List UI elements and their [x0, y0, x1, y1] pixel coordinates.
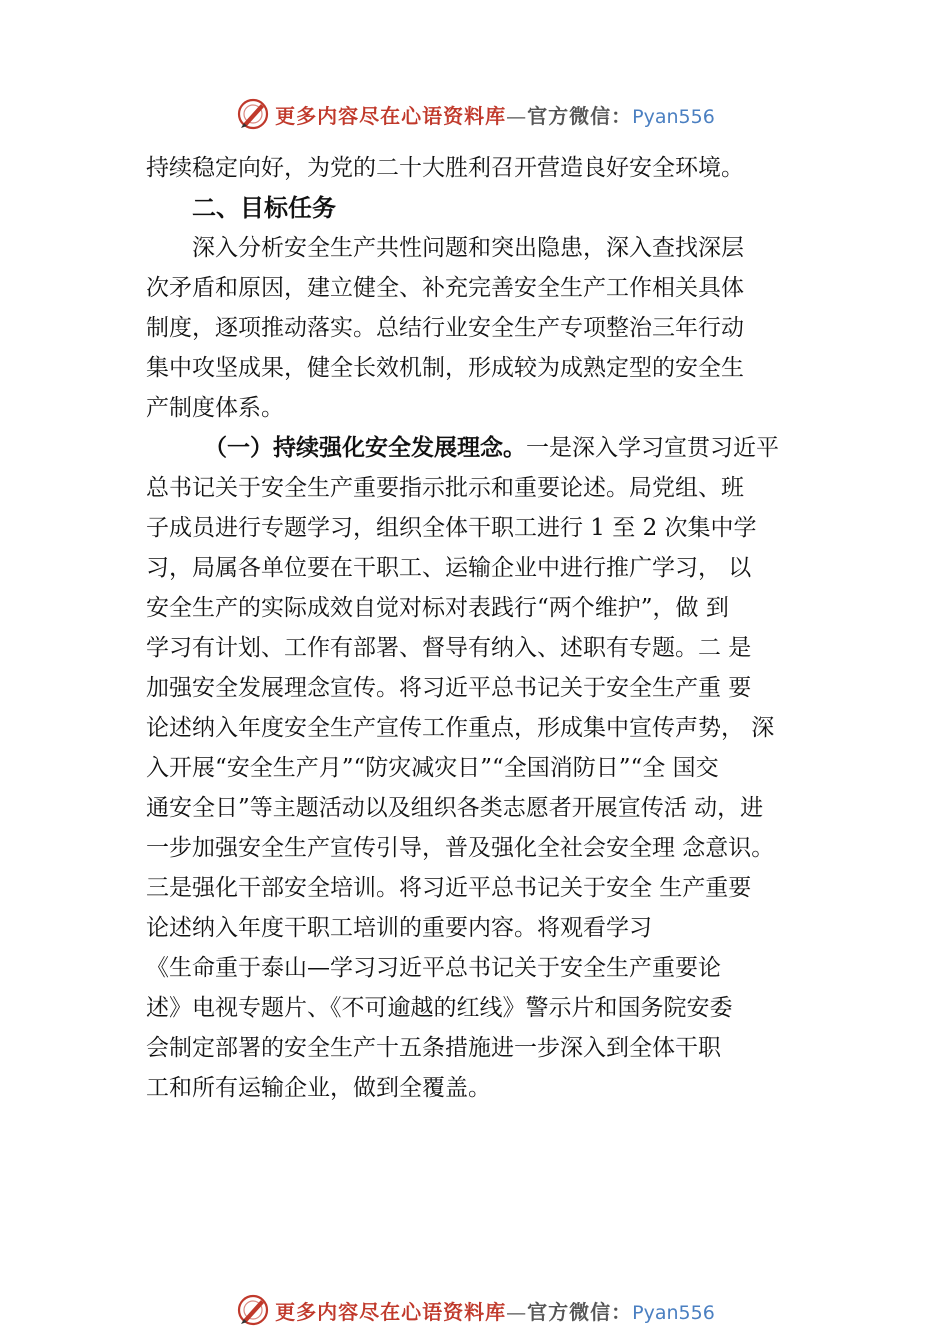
paragraph-line: 通安全日”等主题活动以及组织各类志愿者开展宣传活 动，进 [146, 795, 764, 821]
paragraph-line: 集中攻坚成果，健全长效机制，形成较为成熟定型的安全生 [146, 355, 744, 381]
subsection-title: （一）持续强化安全发展理念。 [204, 434, 526, 461]
document-body [146, 148, 836, 1108]
paragraph-line: 安全生产的实际成效自觉对标对表践行“两个维护”，做 到 [146, 595, 729, 621]
paragraph-line: 子成员进行专题学习，组织全体干职工进行 1 至 2 次集中学 [146, 515, 757, 541]
paragraph-line: 制度，逐项推动落实。总结行业安全生产专项整治三年行动 [146, 315, 744, 341]
paragraph-line: 入开展“安全生产月”“防灾减灾日”“全国消防日”“全 国交 [146, 755, 719, 781]
paragraph-line: 三是强化干部安全培训。将习近平总书记关于安全 生产重要 [146, 875, 752, 901]
banner-wechat-id: Pyan556 [632, 105, 715, 128]
subsection-first-line [146, 428, 836, 468]
paragraph-line: 产制度体系。 [146, 395, 284, 421]
banner-wechat-label: 官方微信： [527, 1299, 633, 1324]
paragraph-line: 工和所有运输企业，做到全覆盖。 [146, 1075, 491, 1101]
paragraph-line: 述》电视专题片、《不可逾越的红线》警示片和国务院安委 [146, 995, 733, 1021]
section-heading: 二、目标任务 [192, 194, 336, 222]
paragraph-line: 加强安全发展理念宣传。将习近平总书记关于安全生产重 要 [146, 675, 752, 701]
paragraph-line: 论述纳入年度干职工培训的重要内容。将观看学习 [146, 915, 652, 941]
banner-site-name: 更多内容尽在心语资料库 [275, 103, 507, 128]
banner-separator: — [506, 1299, 528, 1324]
brush-logo-icon [235, 1292, 271, 1328]
banner-wechat-label: 官方微信： [527, 103, 633, 128]
footer-watermark-banner [0, 1290, 950, 1330]
banner-separator: — [506, 103, 528, 128]
paragraph-line: 会制定部署的安全生产十五条措施进一步深入到全体干职 [146, 1035, 721, 1061]
paragraph-line: 《生命重于泰山—学习习近平总书记关于安全生产重要论 [146, 955, 721, 981]
banner-wechat-id: Pyan556 [632, 1301, 715, 1324]
paragraph-line: 论述纳入年度安全生产宣传工作重点，形成集中宣传声势， 深 [146, 715, 775, 741]
paragraph-line: 深入分析安全生产共性问题和突出隐患，深入查找深层 [192, 235, 744, 261]
paragraph-line: 总书记关于安全生产重要指示批示和重要论述。局党组、班 [146, 475, 744, 501]
subsection-lead-text: 一是深入学习宣贯习近平 [526, 435, 779, 461]
paragraph-line: 持续稳定向好，为党的二十大胜利召开营造良好安全环境。 [146, 155, 744, 181]
banner-site-name: 更多内容尽在心语资料库 [275, 1299, 507, 1324]
paragraph-line: 习，局属各单位要在干职工、运输企业中进行推广学习， 以 [146, 555, 752, 581]
paragraph-line: 一步加强安全生产宣传引导，普及强化全社会安全理 念意识。 [146, 835, 775, 861]
paragraph-line: 学习有计划、工作有部署、督导有纳入、述职有专题。二 是 [146, 635, 752, 661]
header-watermark-banner [0, 94, 950, 134]
brush-logo-icon [235, 96, 271, 132]
paragraph-line: 次矛盾和原因，建立健全、补充完善安全生产工作相关具体 [146, 275, 744, 301]
